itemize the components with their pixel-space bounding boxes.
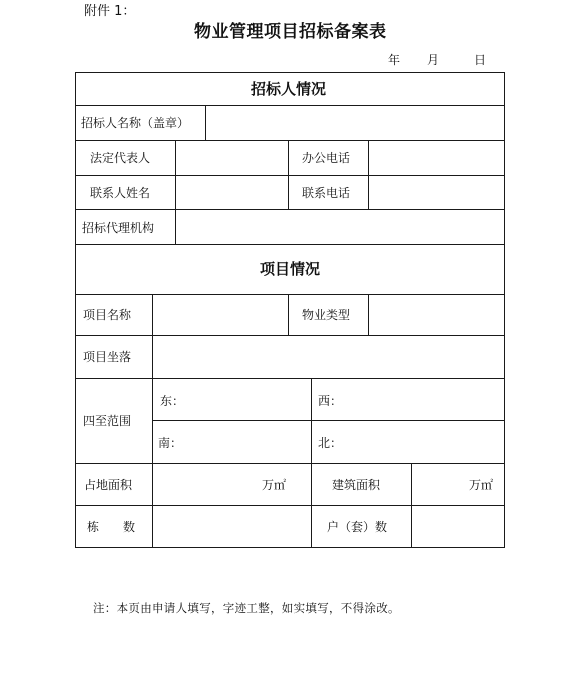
table-border-right bbox=[504, 72, 505, 548]
office-phone-label: 办公电话 bbox=[302, 151, 351, 165]
land-area-field[interactable] bbox=[153, 464, 310, 504]
date-day-label: 日 bbox=[474, 53, 487, 67]
west-label: 西： bbox=[318, 394, 343, 408]
page-title: 物业管理项目招标备案表 bbox=[194, 22, 387, 42]
west-boundary-field[interactable] bbox=[312, 379, 503, 419]
col-divider bbox=[288, 140, 289, 209]
land-area-label: 占地面积 bbox=[84, 478, 133, 492]
attachment-label: 附件 1： bbox=[84, 4, 136, 19]
legal-rep-field[interactable] bbox=[176, 141, 287, 174]
south-boundary-field[interactable] bbox=[153, 421, 310, 462]
buildings-count-field[interactable] bbox=[153, 506, 310, 546]
south-label: 南： bbox=[158, 436, 183, 450]
property-type-field[interactable] bbox=[369, 295, 503, 334]
agency-field[interactable] bbox=[176, 210, 503, 243]
building-area-label: 建筑面积 bbox=[332, 478, 381, 492]
legal-rep-label: 法定代表人 bbox=[90, 151, 151, 165]
households-field[interactable] bbox=[412, 506, 503, 546]
date-month-label: 月 bbox=[427, 53, 440, 67]
boundaries-label: 四至范围 bbox=[83, 414, 132, 428]
agency-label: 招标代理机构 bbox=[82, 221, 155, 235]
table-border-left bbox=[75, 72, 76, 548]
contact-phone-label: 联系电话 bbox=[302, 186, 351, 200]
building-area-unit: 万㎡ bbox=[469, 478, 494, 492]
north-label: 北： bbox=[318, 436, 343, 450]
north-boundary-field[interactable] bbox=[312, 421, 503, 462]
col-divider bbox=[311, 463, 312, 548]
households-label: 户（套）数 bbox=[327, 520, 388, 534]
footnote: 注：本页由申请人填写，字迹工整，如实填写，不得涂改。 bbox=[93, 601, 400, 615]
table-border-top bbox=[75, 72, 505, 73]
col-divider bbox=[288, 294, 289, 335]
east-boundary-field[interactable] bbox=[153, 379, 310, 419]
section-heading-project: 项目情况 bbox=[260, 260, 321, 278]
property-type-label: 物业类型 bbox=[302, 308, 351, 322]
contact-name-field[interactable] bbox=[176, 176, 287, 208]
project-name-label: 项目名称 bbox=[83, 308, 132, 322]
table-border-bottom bbox=[75, 547, 505, 548]
row-divider bbox=[75, 244, 505, 245]
date-year-label: 年 bbox=[388, 53, 401, 67]
tenderer-name-label: 招标人名称（盖章） bbox=[81, 116, 190, 130]
section-heading-tenderer: 招标人情况 bbox=[251, 80, 327, 98]
contact-phone-field[interactable] bbox=[369, 176, 503, 208]
contact-name-label: 联系人姓名 bbox=[90, 186, 151, 200]
location-label: 项目坐落 bbox=[83, 350, 132, 364]
tenderer-name-field[interactable] bbox=[206, 106, 503, 139]
project-name-field[interactable] bbox=[153, 295, 287, 334]
location-field[interactable] bbox=[153, 336, 503, 377]
east-label: 东： bbox=[160, 394, 185, 408]
buildings-count-label: 栋 数 bbox=[87, 520, 136, 534]
land-area-unit: 万㎡ bbox=[262, 478, 287, 492]
office-phone-field[interactable] bbox=[369, 141, 503, 174]
